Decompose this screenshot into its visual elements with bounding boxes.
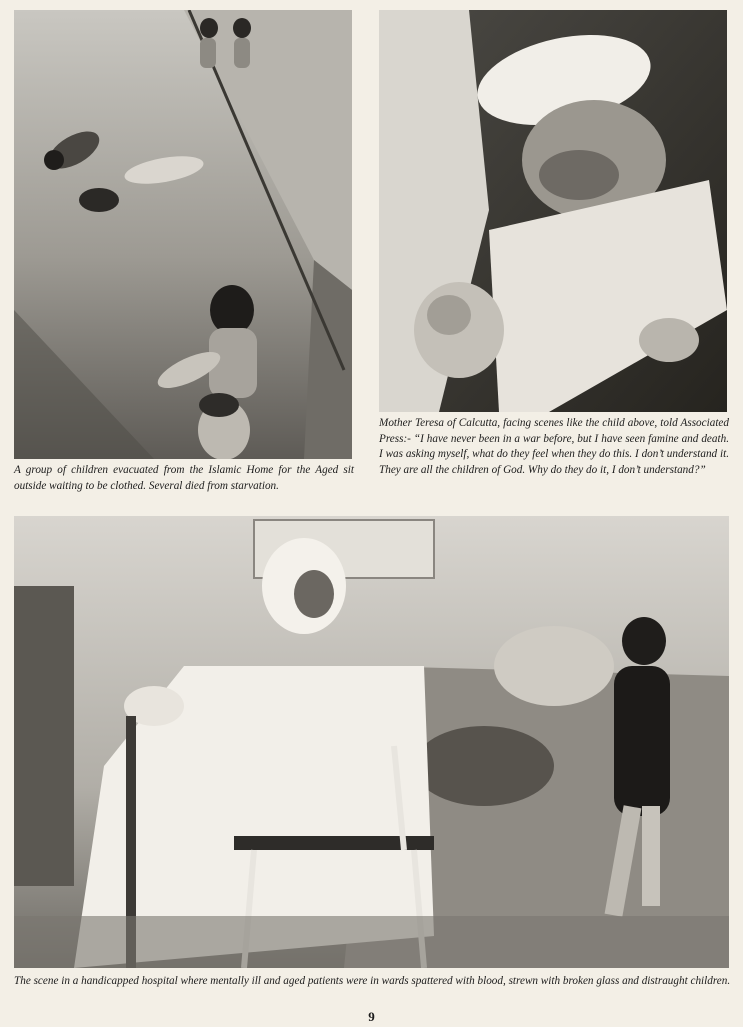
photo-bandaged-woman-with-child xyxy=(379,10,727,412)
caption-mother-teresa-quote: Mother Teresa of Calcutta, facing scenes like the child above, told Associated Press:- “I have never been in a war before, but I have seen famine and death. I was asking myself, what do they feel when they do this. I don’t understand it. They are all the children of God. Why do they do it, I don’t understand?” xyxy=(379,417,729,476)
photo-hospital-ward-scene xyxy=(14,516,729,968)
caption-hospital-scene: The scene in a handicapped hospital where mentally ill and aged patients were in wards spattered with blood, strewn with broken glass and distraught children. xyxy=(14,975,731,987)
page-number: 9 xyxy=(368,1009,375,1024)
photo-children-outside xyxy=(14,10,352,459)
caption-children-photo: A group of children evacuated from the Islamic Home for the Aged sit outside waiting to be clothed. Several died from starvation. xyxy=(14,464,354,492)
